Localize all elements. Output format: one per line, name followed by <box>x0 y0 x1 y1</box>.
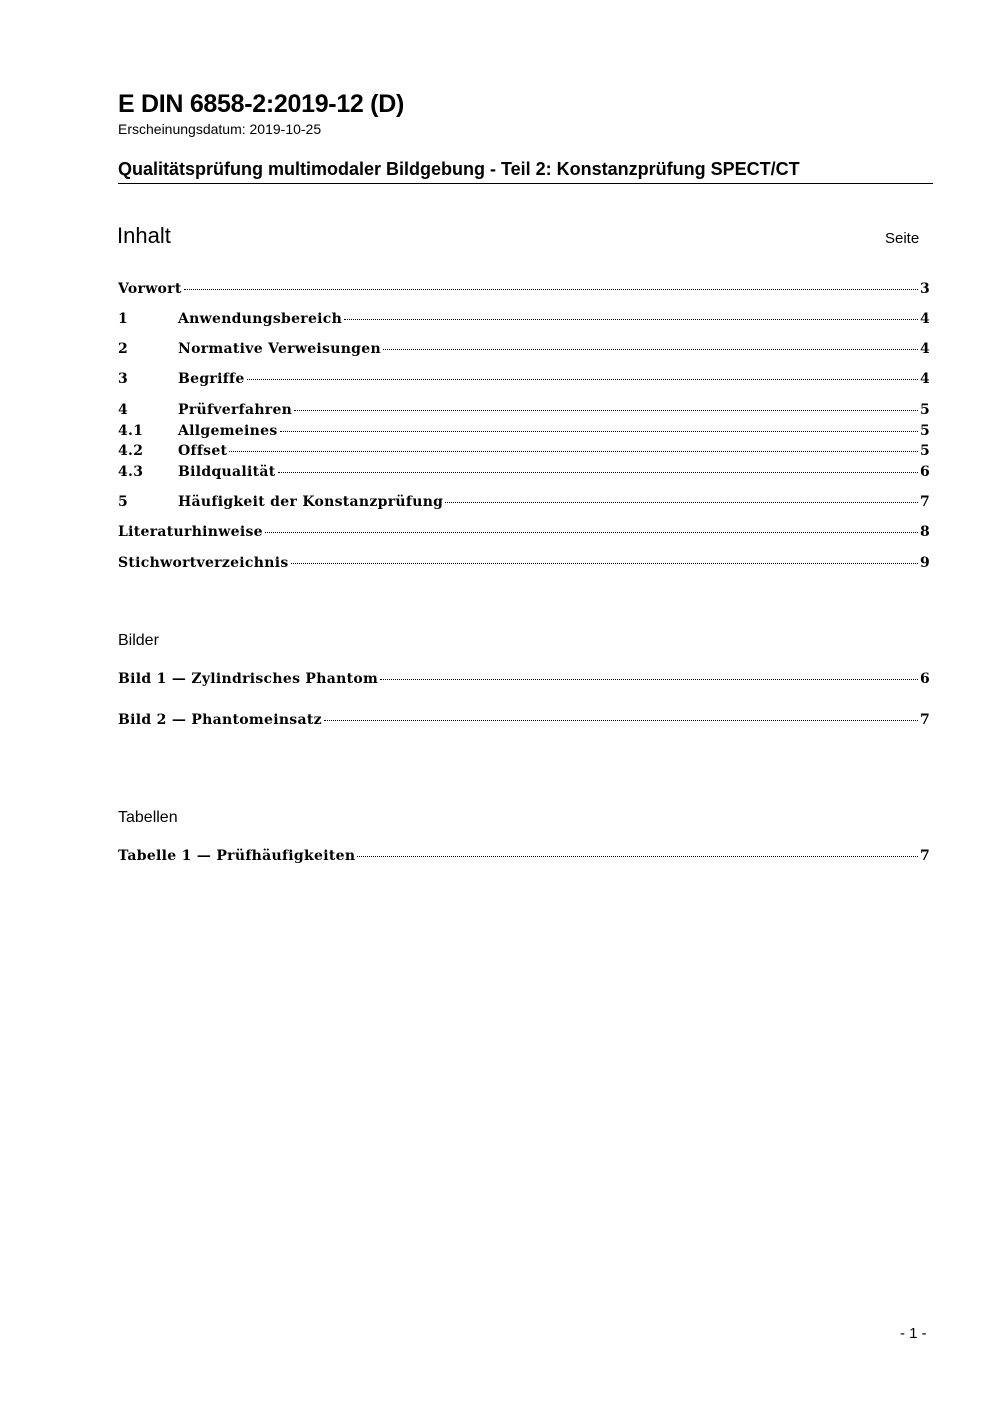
toc-entry-vorwort[interactable] <box>118 281 930 297</box>
toc-entry-section-1[interactable] <box>118 311 930 327</box>
dot-leader <box>229 450 918 452</box>
dot-leader <box>184 288 918 290</box>
toc-entry-literaturhinweise[interactable] <box>118 524 930 540</box>
toc-entry-section-4-1[interactable] <box>118 423 930 439</box>
toc-entry-page: 4 <box>919 311 930 327</box>
toc-entry-number: 4 <box>118 402 129 418</box>
toc-entry-page: 6 <box>919 464 930 480</box>
header-rule <box>118 183 933 184</box>
toc-entry-section-4[interactable] <box>118 402 930 418</box>
toc-entry-text: Bildqualität <box>178 464 276 480</box>
toc-entry-section-4-2[interactable] <box>118 443 930 459</box>
figure-entry-1[interactable] <box>118 671 930 687</box>
toc-entry-stichwortverzeichnis[interactable] <box>118 555 930 571</box>
publication-date: Erscheinungsdatum: 2019-10-25 <box>118 121 322 137</box>
dot-leader <box>357 855 918 857</box>
contents-heading: Inhalt <box>117 223 171 248</box>
toc-entry-text: Allgemeines <box>178 423 278 439</box>
figure-entry-text: Bild 1 — Zylindrisches Phantom <box>118 671 379 687</box>
toc-entry-section-2[interactable] <box>118 341 930 357</box>
dot-leader <box>265 531 918 533</box>
document-title: E DIN 6858-2:2019-12 (D) <box>118 90 404 118</box>
toc-entry-number: 4.3 <box>118 464 144 480</box>
page-number: - 1 - <box>900 1325 927 1342</box>
toc-entry-section-5[interactable] <box>118 494 930 510</box>
toc-entry-number: 1 <box>118 311 129 327</box>
toc-entry-number: 5 <box>118 494 129 510</box>
toc-entry-text: Prüfverfahren <box>178 402 293 418</box>
tables-heading: Tabellen <box>118 809 178 826</box>
table-entry-page: 7 <box>919 848 930 864</box>
toc-entry-page: 5 <box>919 443 930 459</box>
figure-entry-text: Bild 2 — Phantomeinsatz <box>118 712 322 728</box>
dot-leader <box>445 501 918 503</box>
dot-leader <box>280 430 918 432</box>
dot-leader <box>294 409 918 411</box>
toc-entry-text: Normative Verweisungen <box>178 341 381 357</box>
toc-entry-text: Vorwort <box>118 281 182 297</box>
toc-entry-page: 9 <box>919 555 930 571</box>
toc-entry-page: 4 <box>919 371 930 387</box>
toc-entry-text: Offset <box>178 443 228 459</box>
toc-entry-text: Stichwortverzeichnis <box>118 555 289 571</box>
document-subtitle: Qualitätsprüfung multimodaler Bildgebung - Teil 2: Konstanzprüfung SPECT/CT <box>118 159 800 179</box>
toc-entry-page: 7 <box>919 494 930 510</box>
table-entry-text: Tabelle 1 — Prüfhäufigkeiten <box>118 848 356 864</box>
dot-leader <box>291 562 918 564</box>
page-column-label: Seite <box>885 230 920 247</box>
dot-leader <box>278 471 918 473</box>
figure-entry-page: 6 <box>919 671 930 687</box>
dot-leader <box>344 318 918 320</box>
figures-heading: Bilder <box>118 632 159 649</box>
toc-entry-page: 4 <box>919 341 930 357</box>
toc-entry-page: 5 <box>919 423 930 439</box>
toc-entry-page: 3 <box>919 281 930 297</box>
toc-entry-text: Literaturhinweise <box>118 524 263 540</box>
toc-entry-text: Häufigkeit der Konstanzprüfung <box>178 494 444 510</box>
toc-entry-section-3[interactable] <box>118 371 930 387</box>
dot-leader <box>383 348 918 350</box>
toc-entry-number: 4.1 <box>118 423 144 439</box>
toc-entry-number: 3 <box>118 371 129 387</box>
toc-entry-text: Anwendungsbereich <box>178 311 343 327</box>
dot-leader <box>380 678 918 680</box>
toc-entry-text: Begriffe <box>178 371 245 387</box>
toc-entry-section-4-3[interactable] <box>118 464 930 480</box>
toc-entry-number: 4.2 <box>118 443 144 459</box>
toc-entry-number: 2 <box>118 341 129 357</box>
toc-entry-page: 8 <box>919 524 930 540</box>
table-entry-1[interactable] <box>118 848 930 864</box>
figure-entry-2[interactable] <box>118 712 930 728</box>
toc-entry-page: 5 <box>919 402 930 418</box>
dot-leader <box>247 378 918 380</box>
figure-entry-page: 7 <box>919 712 930 728</box>
dot-leader <box>324 719 918 721</box>
